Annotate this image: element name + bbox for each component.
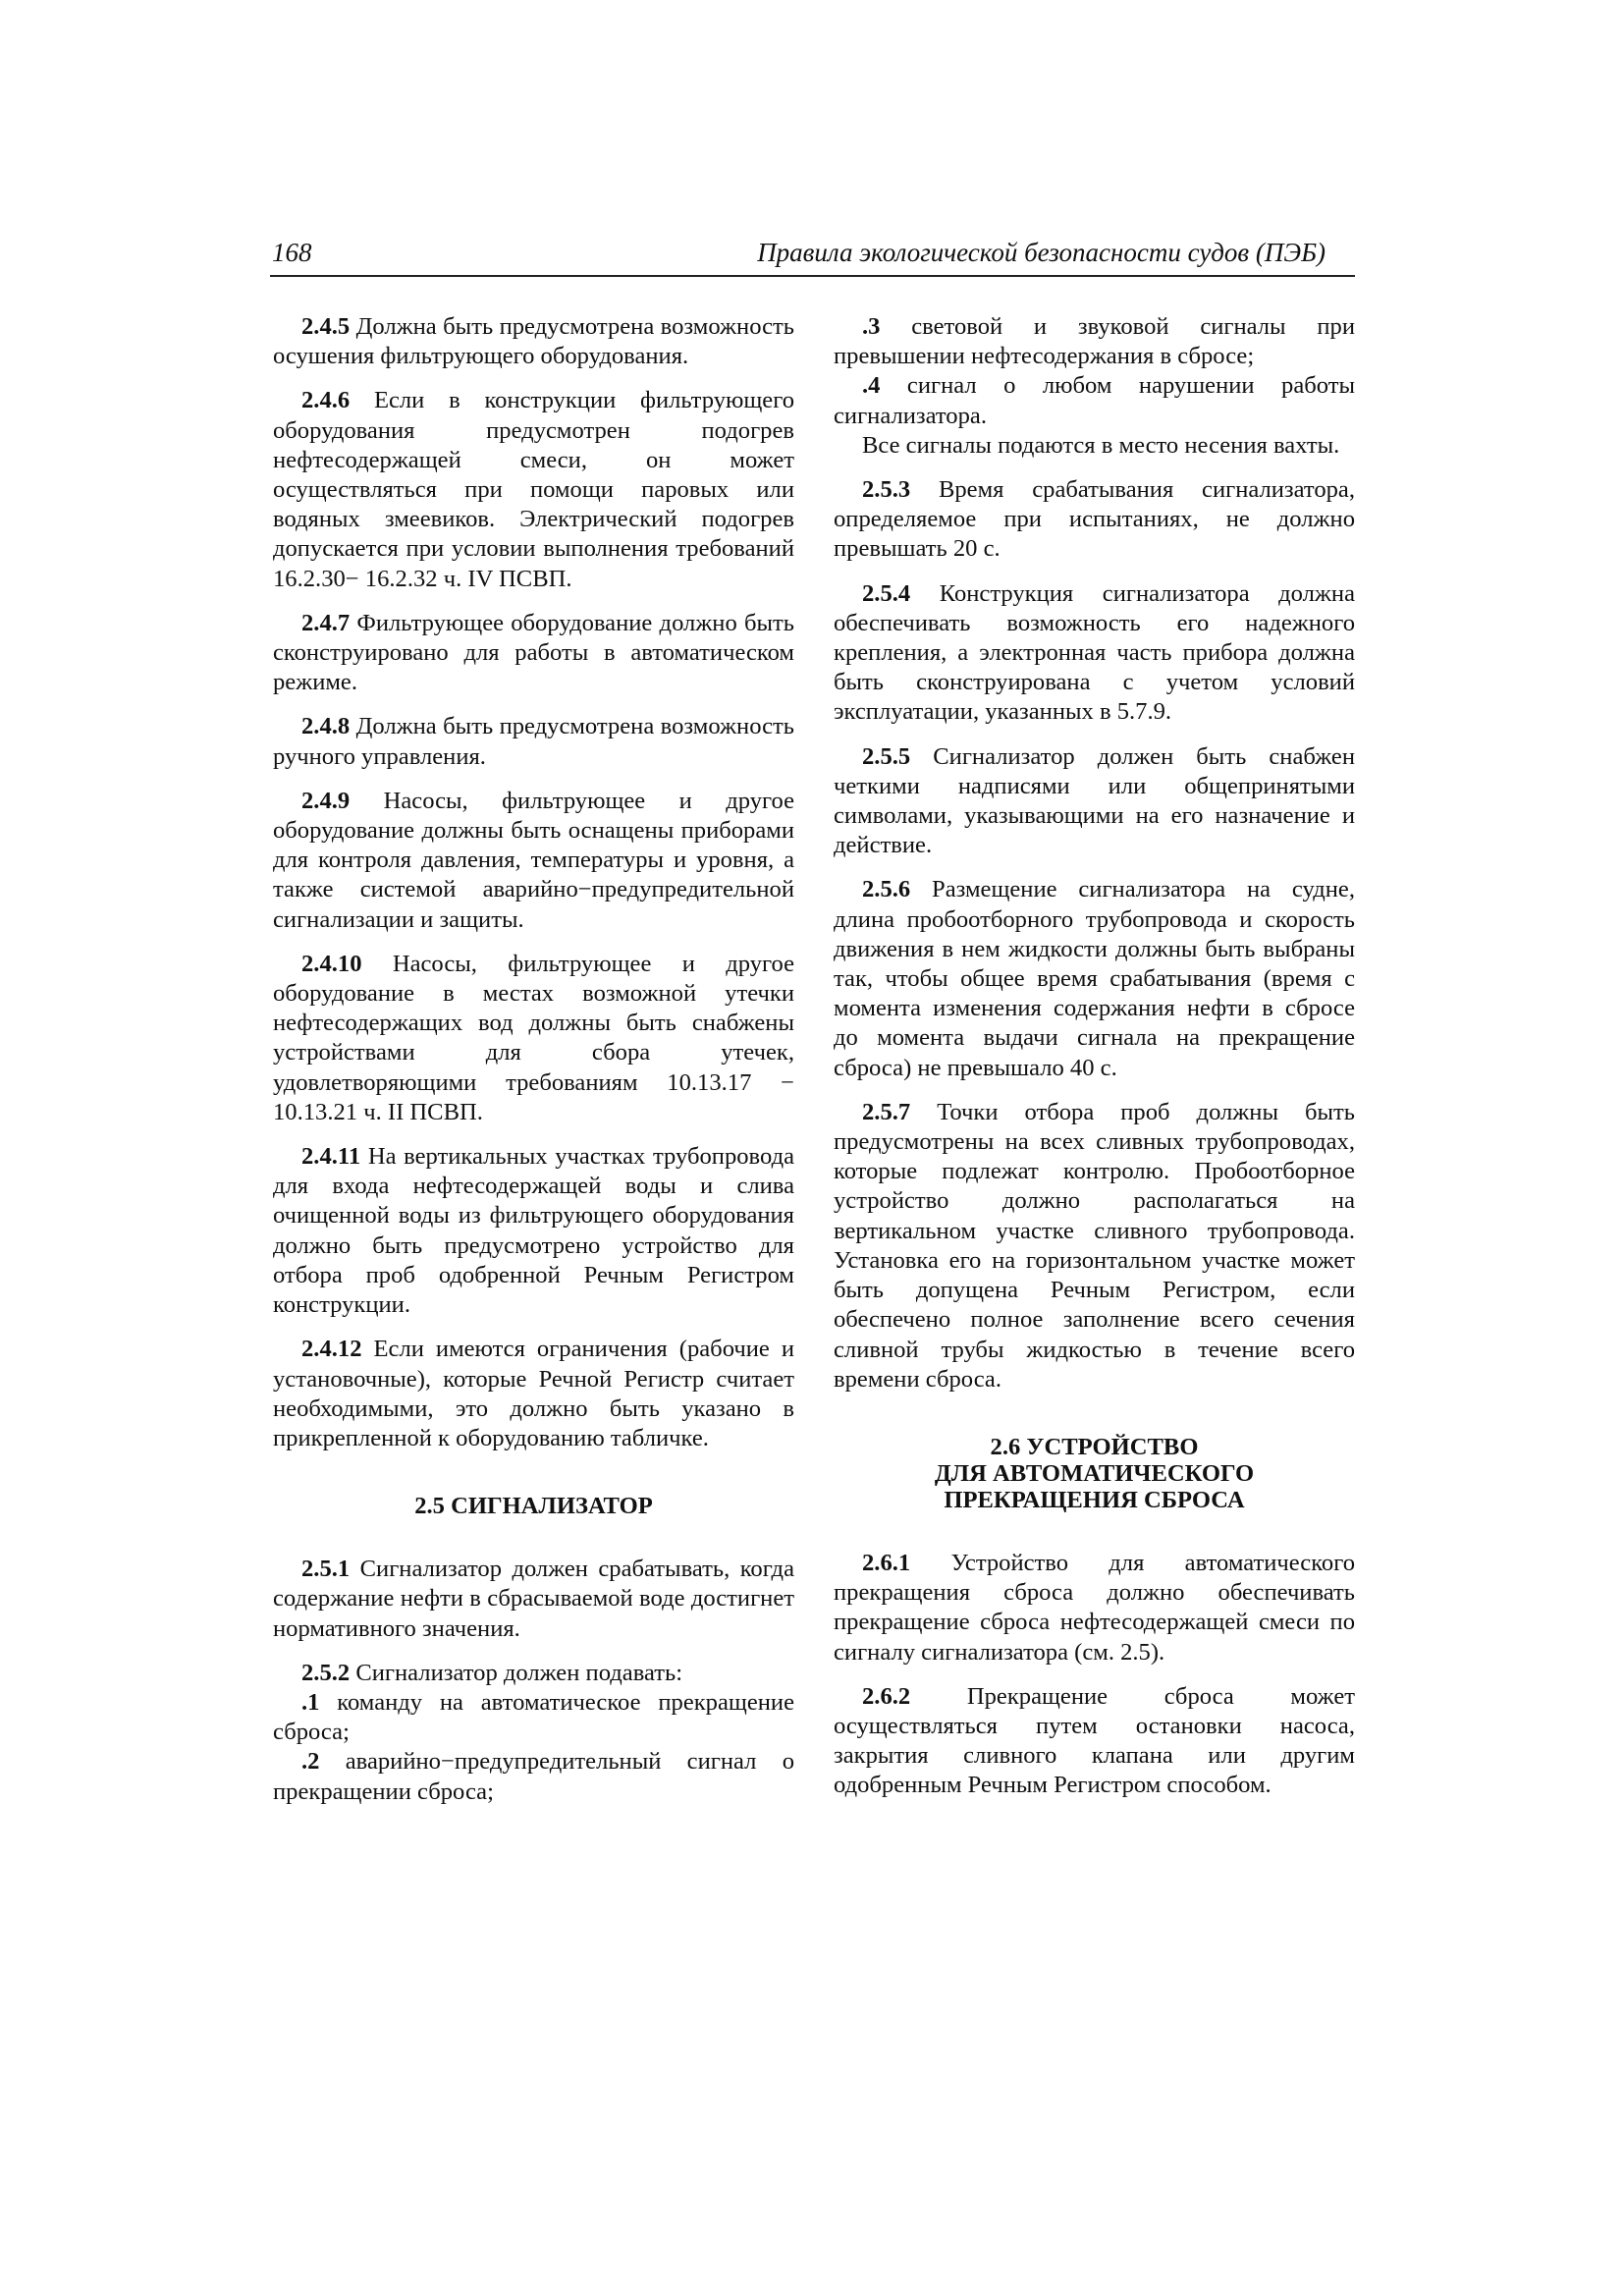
- clause-number: 2.5.6: [862, 876, 911, 903]
- section-title-2-6: [834, 1434, 1355, 1513]
- clause-number: 2.5.1: [301, 1556, 351, 1583]
- paragraph-2-5-1: [273, 1555, 794, 1644]
- clause-text: Прекращение сброса может осуществляться путем остановки насоса, закрытия сливного клапана или другим одобренным Речным Регистром способом.: [834, 1682, 1356, 1799]
- list-item-2: [273, 1747, 794, 1806]
- paragraph-2-4-10: [273, 950, 794, 1127]
- clause-text: Сигнализатор должен срабатывать, когда содержание нефти в сбрасываемой воде достигнет нормативного значения.: [273, 1556, 794, 1642]
- clause-number: 2.5.7: [862, 1098, 911, 1125]
- item-text: аварийно−предупредительный сигнал о прекращении сброса;: [273, 1748, 794, 1805]
- paragraph-2-5-4: [834, 579, 1355, 728]
- clause-number: 2.6.1: [862, 1549, 911, 1576]
- clause-text: Если имеются ограничения (рабочие и установочные), которые Речной Регистр считает необходимыми, это должно быть указано в прикрепленной к оборудованию табличке.: [273, 1336, 794, 1451]
- paragraph-2-4-7: [273, 609, 794, 698]
- section-title-2-5: 2.5 СИГНАЛИЗАТОР: [414, 1493, 653, 1520]
- paragraph-2-4-5: [273, 312, 794, 371]
- clause-text: Время срабатывания сигнализатора, определяемое при испытаниях, не должно превышать 20 с.: [834, 476, 1355, 563]
- section-title-line: 2.6 УСТРОЙСТВО: [990, 1433, 1199, 1460]
- clause-number: 2.6.2: [862, 1682, 911, 1710]
- list-item-3: [834, 312, 1355, 371]
- clause-number: 2.4.9: [301, 787, 351, 814]
- paragraph-2-5-7: [834, 1098, 1355, 1394]
- clause-number: 2.4.10: [301, 950, 362, 977]
- item-text: сигнал о любом нарушении работы сигнализатора.: [834, 372, 1355, 429]
- item-text: команду на автоматическое прекращение сброса;: [273, 1688, 794, 1746]
- clause-number: 2.5.3: [862, 476, 911, 504]
- clause-text: Конструкция сигнализатора должна обеспечивать возможность его надежного крепления, а электронная часть прибора должна быть сконструирована с учетом условий эксплуатации, указанных в 5.7.9.: [834, 579, 1355, 726]
- running-title: Правила экологической безопасности судов (ПЭБ): [757, 238, 1325, 267]
- paragraph-2-5-6: [834, 875, 1355, 1082]
- page-header: [270, 236, 1355, 277]
- clause-number: 2.4.6: [301, 387, 351, 414]
- clause-number: 2.4.11: [301, 1143, 361, 1171]
- paragraph-2-6-2: [834, 1682, 1355, 1801]
- paragraph-2-4-12: [273, 1335, 794, 1453]
- clause-text: Размещение сигнализатора на судне, длина пробоотборного трубопровода и скорость движения в нем жидкости должны быть выбраны так, чтобы общее время срабатывания (время с момента изменения содержания нефти в сбросе до момента выдачи сигнала на прекращение сброса) не превышало 40 с.: [834, 876, 1355, 1081]
- clause-text: Устройство для автоматического прекращения сброса должно обеспечивать прекращение сброса нефтесодержащей смеси по сигналу сигнализатора (см. 2.5).: [834, 1549, 1355, 1666]
- page-number: 168: [272, 238, 312, 267]
- all-signals-note: Все сигналы подаются в место несения вахты.: [862, 431, 1340, 459]
- clause-text: На вертикальных участках трубопровода для входа нефтесодержащей воды и слива очищенной воды из фильтрующего оборудования должно быть предусмотрено устройство для отбора проб одобренной Речным Регистром конструкции.: [273, 1143, 794, 1319]
- item-number: .1: [301, 1688, 320, 1716]
- right-column: [834, 312, 1355, 1816]
- item-number: .4: [862, 372, 881, 400]
- clause-text: Сигнализатор должен быть снабжен четкими надписями или общепринятыми символами, указывающими на его назначение и действие.: [834, 742, 1356, 859]
- clause-number: 2.5.4: [862, 579, 911, 607]
- section-title-line: ПРЕКРАЩЕНИЯ СБРОСА: [944, 1486, 1245, 1513]
- clause-text: Должна быть предусмотрена возможность ручного управления.: [273, 713, 794, 770]
- paragraph-2-5-2: [273, 1659, 794, 1688]
- clause-text: Должна быть предусмотрена возможность осушения фильтрующего оборудования.: [273, 313, 794, 370]
- clause-text: Точки отбора проб должны быть предусмотрены на всех сливных трубопроводах, которые подлежат контролю. Пробоотборное устройство должно располагаться на вертикальном участке сливного трубопровода. Установка его на горизонтальном участке может быть допущена Речным Регистром, если обеспечено полное заполнение всего сечения сливной трубы жидкостью в течение всего времени сброса.: [834, 1098, 1355, 1393]
- clause-text: Насосы, фильтрующее и другое оборудование в местах возможной утечки нефтесодержащих вод должны быть снабжены устройствами для сбора утечек, удовлетворяющими требованиям 10.13.17 − 10.13.21 ч. II ПСВП.: [273, 950, 794, 1125]
- left-column: [273, 312, 794, 1807]
- paragraph-2-4-9: [273, 787, 794, 935]
- clause-number: 2.5.5: [862, 742, 911, 770]
- paragraph-2-4-6: [273, 386, 794, 593]
- section-title-line: ДЛЯ АВТОМАТИЧЕСКОГО: [934, 1459, 1255, 1487]
- clause-text: Если в конструкции фильтрующего оборудования предусмотрен подогрев нефтесодержащей смеси, он может осуществляться при помощи паровых или водяных змеевиков. Электрический подогрев допускается при условии выполнения требований 16.2.30− 16.2.32 ч. IV ПСВП.: [273, 387, 794, 592]
- clause-text: Насосы, фильтрующее и другое оборудование должны быть оснащены приборами для контроля давления, температуры и уровня, а также системой аварийно−предупредительной сигнализации и защиты.: [273, 787, 794, 933]
- paragraph-2-4-8: [273, 712, 794, 771]
- clause-number: 2.4.5: [301, 313, 351, 340]
- clause-text: Фильтрующее оборудование должно быть сконструировано для работы в автоматическом режиме.: [273, 609, 794, 696]
- paragraph-2-5-5: [834, 742, 1355, 861]
- clause-number: 2.4.8: [301, 713, 351, 740]
- paragraph-2-4-11: [273, 1142, 794, 1320]
- item-number: .3: [862, 313, 881, 340]
- list-item-4: [834, 371, 1355, 430]
- paragraph-2-5-3: [834, 475, 1355, 565]
- clause-number: 2.4.12: [301, 1336, 362, 1363]
- paragraph-2-6-1: [834, 1549, 1355, 1667]
- item-text: световой и звуковой сигналы при превышении нефтесодержания в сбросе;: [834, 313, 1355, 370]
- clause-number: 2.4.7: [301, 609, 351, 636]
- item-number: .2: [301, 1748, 320, 1776]
- clause-text: Сигнализатор должен подавать:: [355, 1659, 683, 1686]
- list-item-1: [273, 1688, 794, 1747]
- clause-number: 2.5.2: [301, 1659, 351, 1686]
